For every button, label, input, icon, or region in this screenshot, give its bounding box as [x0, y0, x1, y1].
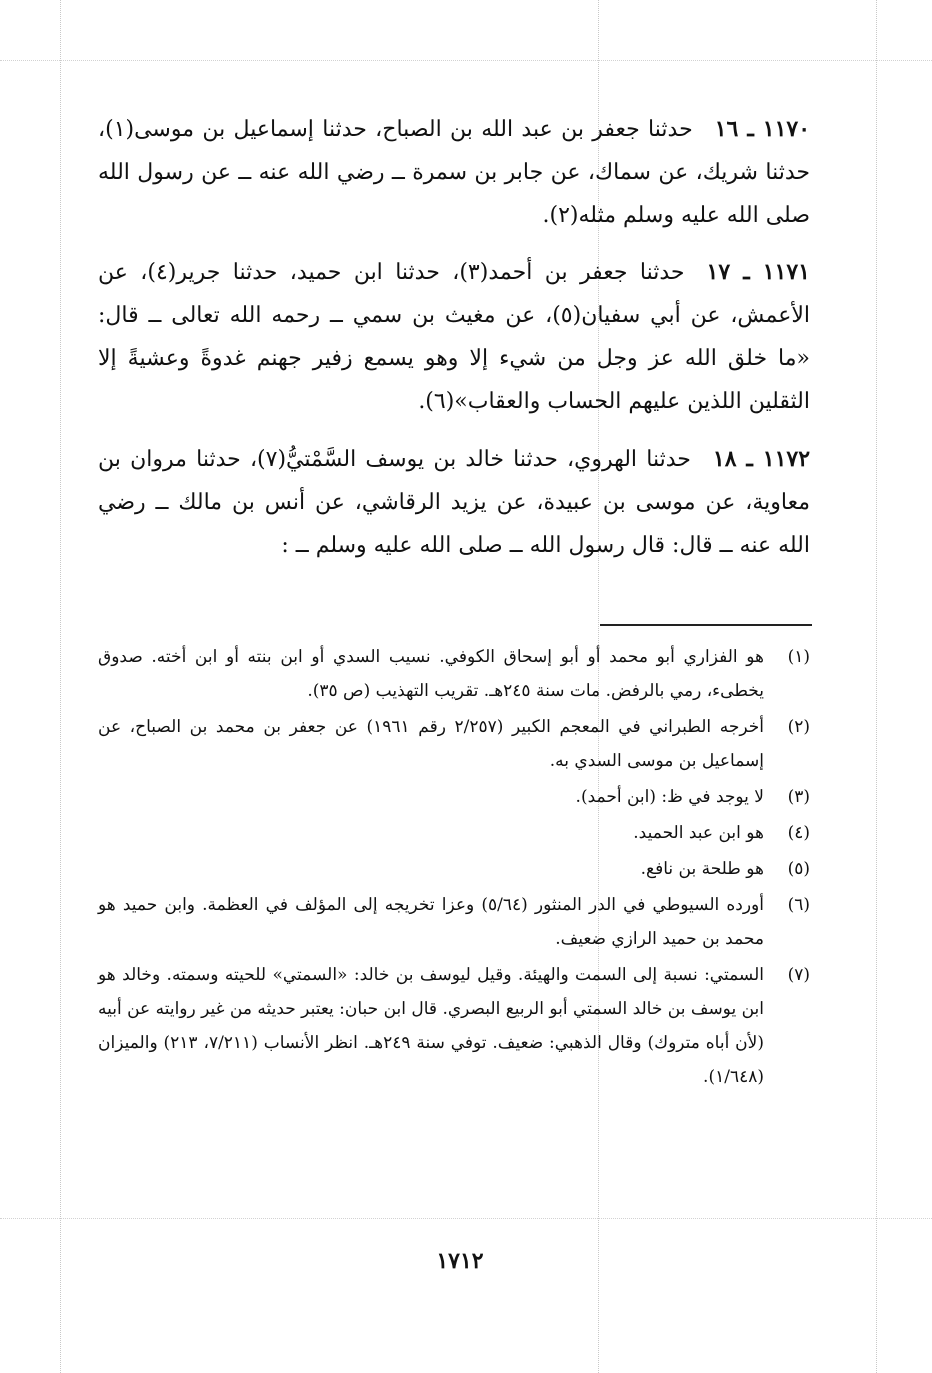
footnote-number: (٣) — [787, 787, 810, 807]
footnote-3 — [98, 780, 810, 814]
footnote-text: لا يوجد في ظ: (ابن أحمد). — [575, 787, 764, 807]
footnote-number: (٧) — [787, 965, 810, 985]
footnote-text: هو الفزاري أبو محمد أو أبو إسحاق الكوفي. نسيب السدي أو ابن بنته أو ابن أخته. صدوق يخطىء، رمي بالرفض. مات سنة ٢٤٥هـ. تقريب التهذيب (ص ٣٥). — [98, 647, 764, 701]
footnote-text: هو طلحة بن نافع. — [640, 859, 764, 879]
footnote-separator — [600, 624, 812, 626]
footnote-5 — [98, 852, 810, 886]
footnote-text: السمتي: نسبة إلى السمت والهيئة. وقيل ليوسف بن خالد: «السمتي» للحيته وسمته. وخالد هو ابن يوسف بن خالد السمتي أبو الربيع البصري. قال ابن حبان: يعتبر حديثه من غير روايته عن أبيه (لأن أباه متروك) وقال الذهبي: ضعيف. توفي سنة ٢٤٩هـ. انظر الأنساب (٧/٢١١، ٢١٣) والميزان (١/٦٤٨). — [98, 965, 764, 1087]
hadith-number: ١١٧١ ـ ١٧ — [706, 259, 810, 285]
hadith-text: حدثنا جعفر بن عبد الله بن الصباح، حدثنا إسماعيل بن موسى(١)، حدثنا شريك، عن سماك، عن جابر بن سمرة ــ رضي الله عنه ــ عن رسول الله صلى الله عليه وسلم مثله(٢). — [98, 117, 810, 228]
hadith-1172 — [98, 438, 810, 567]
footnote-1 — [98, 640, 810, 708]
hadith-number: ١١٧٠ ـ ١٦ — [714, 116, 811, 142]
scan-guide-line — [0, 60, 932, 61]
footnote-number: (٤) — [787, 823, 810, 843]
footnote-number: (٢) — [787, 717, 810, 737]
footnote-text: أورده السيوطي في الدر المنثور (٥/٦٤) وعزا تخريجه إلى المؤلف في العظمة. وابن حميد هو محمد بن حميد الرازي ضعيف. — [98, 895, 764, 949]
scan-guide-line — [60, 0, 61, 1373]
footnote-7 — [98, 958, 810, 1094]
footnote-6 — [98, 888, 810, 956]
hadith-1170 — [98, 108, 810, 237]
footnote-text: أخرجه الطبراني في المعجم الكبير (٢/٢٥٧ رقم ١٩٦١) عن جعفر بن محمد بن الصباح، عن إسماعيل بن موسى السدي به. — [98, 717, 764, 771]
footnote-number: (٥) — [787, 859, 810, 879]
footnote-2 — [98, 710, 810, 778]
footnote-number: (١) — [787, 647, 810, 667]
hadith-text: حدثنا جعفر بن أحمد(٣)، حدثنا ابن حميد، حدثنا جرير(٤)، عن الأعمش، عن أبي سفيان(٥)، عن مغيث بن سمي ــ رحمه الله تعالى ــ قال: «ما خلق الله عز وجل من شيء إلا وهو يسمع زفير جهنم غدوةً وعشيةً إلا الثقلين اللذين عليهم الحساب والعقاب»(٦). — [98, 260, 810, 414]
scan-guide-line — [876, 0, 877, 1373]
hadith-1171 — [98, 251, 810, 423]
hadith-number: ١١٧٢ ـ ١٨ — [712, 446, 811, 472]
footnote-4 — [98, 816, 810, 850]
hadith-text: حدثنا الهروي، حدثنا خالد بن يوسف السَّمْتيُّ(٧)، حدثنا مروان بن معاوية، عن موسى بن عبيدة، عن يزيد الرقاشي، عن أنس بن مالك ــ رضي الله عنه ــ قال: قال رسول الله ــ صلى الله عليه وسلم ــ : — [98, 447, 810, 558]
page-number: ١٧١٢ — [436, 1248, 484, 1274]
footnotes — [98, 640, 810, 1096]
footnote-text: هو ابن عبد الحميد. — [633, 823, 764, 843]
scan-guide-line — [0, 1218, 932, 1219]
footnote-number: (٦) — [787, 895, 810, 915]
